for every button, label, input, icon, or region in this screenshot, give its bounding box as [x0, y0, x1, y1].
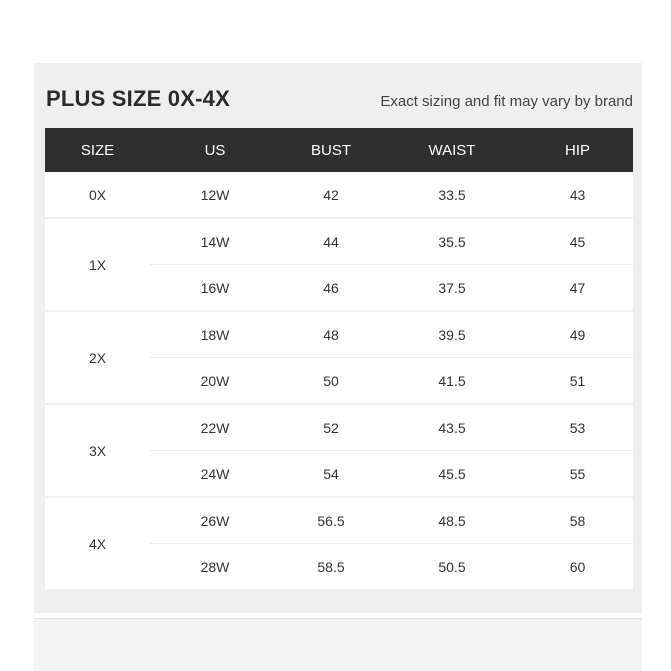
us-cell: 20W [200, 372, 230, 389]
table-row [150, 219, 633, 264]
table-row [150, 264, 633, 310]
us-cell: 24W [200, 465, 230, 482]
size-group-4x [45, 498, 633, 591]
waist-cell: 33.5 [438, 186, 466, 203]
header-hip: HIP [564, 141, 590, 159]
size-label: 3X [88, 442, 107, 459]
us-cell: 26W [200, 512, 230, 529]
hip-cell: 49 [569, 326, 586, 343]
waist-cell: 50.5 [438, 558, 466, 575]
bust-cell: 48 [323, 326, 339, 343]
header-size: SIZE [80, 141, 115, 159]
hip-cell: 51 [569, 372, 586, 389]
waist-cell: 45.5 [438, 465, 466, 482]
us-cell: 18W [200, 326, 230, 343]
waist-cell: 41.5 [438, 372, 466, 389]
us-cell: 14W [200, 233, 230, 250]
hip-cell: 60 [569, 558, 586, 575]
us-cell: 28W [200, 558, 230, 575]
waist-cell: 39.5 [438, 326, 466, 343]
us-cell: 16W [200, 279, 230, 296]
bust-cell: 46 [323, 279, 339, 296]
bust-cell: 58.5 [317, 558, 345, 575]
hip-cell: 45 [569, 233, 586, 250]
header-waist: WAIST [428, 141, 476, 159]
table-row [150, 405, 633, 450]
sizing-note: Exact sizing and fit may vary by brand [380, 93, 633, 110]
bust-cell: 56.5 [317, 512, 345, 529]
us-cell: 22W [200, 419, 230, 436]
waist-cell: 43.5 [438, 419, 466, 436]
hip-cell: 47 [569, 279, 586, 296]
table-row [150, 172, 633, 217]
bust-cell: 52 [323, 419, 339, 436]
table-row [150, 543, 633, 589]
us-cell: 12W [200, 186, 230, 203]
hip-cell: 55 [569, 465, 586, 482]
bust-cell: 50 [323, 372, 339, 389]
table-header [45, 128, 633, 172]
size-table [45, 128, 633, 591]
waist-cell: 48.5 [438, 512, 466, 529]
header-us: US [204, 141, 226, 159]
size-label: 0X [88, 186, 107, 203]
size-group-2x [45, 312, 633, 405]
size-label: 4X [88, 535, 107, 552]
size-group-0x [45, 172, 633, 219]
hip-cell: 53 [569, 419, 586, 436]
hip-cell: 43 [569, 186, 586, 203]
header-bust: BUST [310, 141, 351, 159]
waist-cell: 37.5 [438, 279, 466, 296]
table-row [150, 450, 633, 496]
table-row [150, 498, 633, 543]
table-row [150, 357, 633, 403]
size-label: 2X [88, 349, 107, 366]
bottom-divider-band [34, 618, 642, 671]
size-label: 1X [88, 256, 107, 273]
table-row [150, 312, 633, 357]
size-group-1x [45, 219, 633, 312]
bust-cell: 54 [323, 465, 339, 482]
bust-cell: 44 [323, 233, 339, 250]
page-title: PLUS SIZE 0X-4X [46, 86, 230, 111]
waist-cell: 35.5 [438, 233, 466, 250]
hip-cell: 58 [569, 512, 586, 529]
bust-cell: 42 [323, 186, 339, 203]
size-group-3x [45, 405, 633, 498]
